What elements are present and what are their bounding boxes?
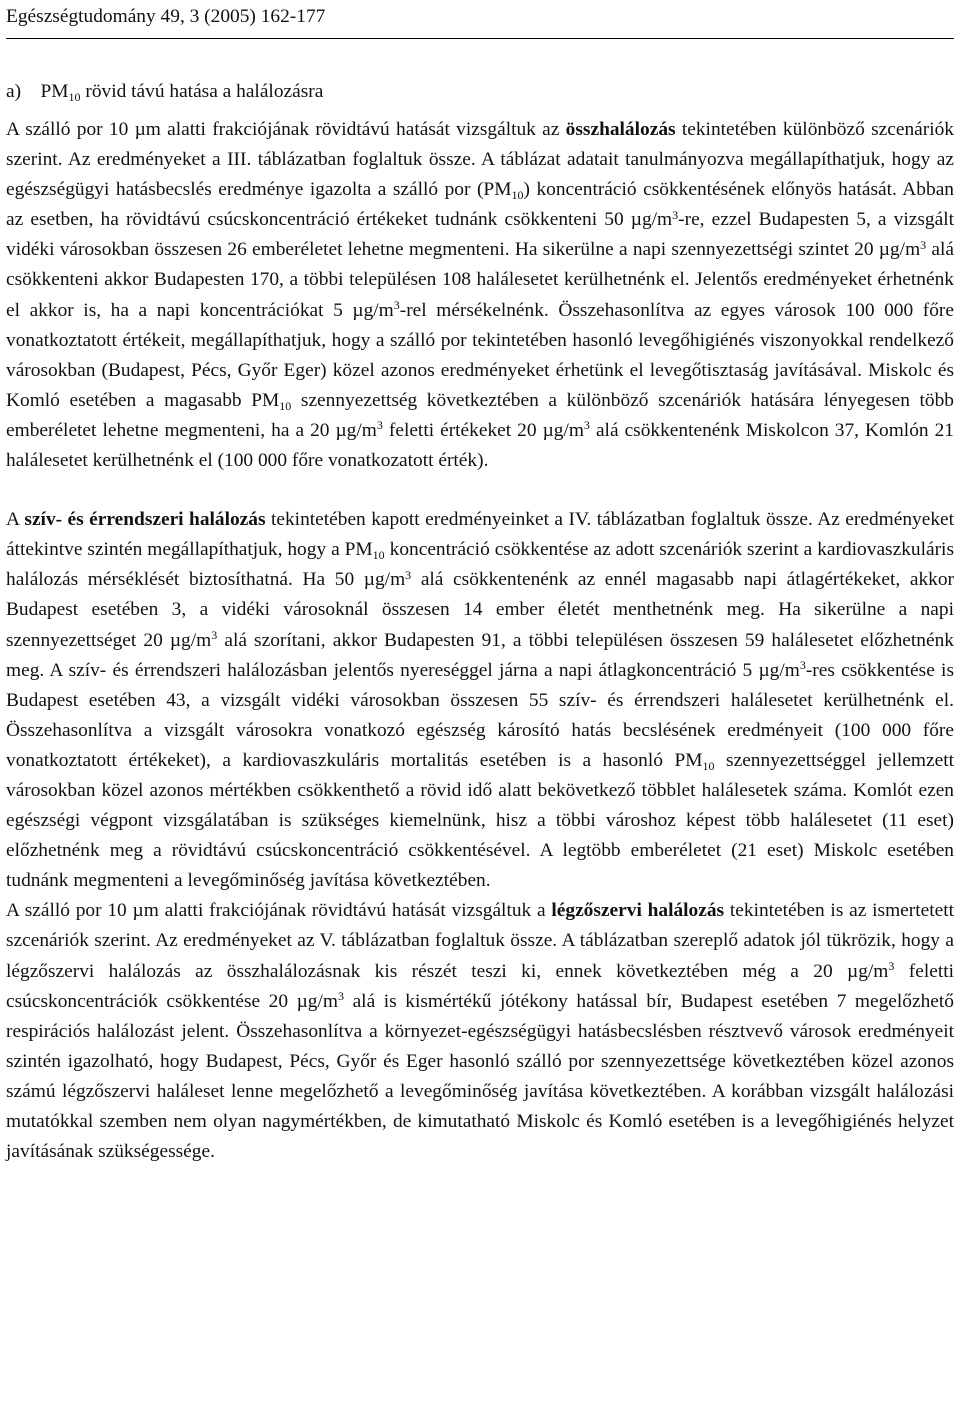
p3-text-4: alá is kismértékű jótékony hatással bír, Budapest esetében 7 megelőzhető respirációs halálozást jelent. Összehasonlítva a környezet-egészségügyi hatásbecslésben résztvevő városok eredményeit szintén igazolható, hogy Budapest, Pécs, Győr és Eger hasonló szálló por szennyezettsége következtében közel azonos számú légzőszervi haláleset lenne megelőzhető a levegőminőség javítása következtében. A korábban vizsgált halálozási mutatókkal szemben nem olyan nagymértékben, de kimutatható Miskolc és Komló esetében is a levegőhigiénés helyzet javításának szükségessége. [6, 990, 954, 1163]
p1-bold-term: összhalálozás [565, 119, 676, 140]
p2-text-1: A [6, 509, 25, 531]
p1-text-2: tekintetében különböző szcenáriók szerint. Az eredményeket a III. táblázatban foglaltuk össze. A táblázat adatait tanulmányozva megállapíthatjuk, hogy az egészségügyi hatásbecslés eredménye igazolta a szálló por (PM [6, 119, 954, 201]
p1-text-1: A szálló por 10 µm alatti frakciójának rövidtávú hatását vizsgáltuk az [6, 119, 566, 140]
p1-sup-2: 3 [920, 237, 927, 252]
p2-text-4: alá csökkentenénk az ennél magasabb napi átlagértékeket, akkor Budapest esetében 3, a vidéki városoknál összesen 14 ember életét menthetnénk meg. Ha sikerülne a napi szennyezettséget 20 µg/m [6, 569, 954, 651]
p2-text-6: -res csökkentése is Budapest esetében 43, a vizsgált vidéki városokban összesen 55 szív- és érrendszeri halálesetet kerülhetnénk el. Összehasonlítva a vizsgált városokra vonatkozó egészség károsító hatás becslésének eredményeit (100 000 főre vonatkoztatott értékeket), a kardiovaszkuláris mortalitás esetében is a hasonló PM [6, 659, 954, 771]
section-label: a) [6, 81, 22, 102]
p2-text-3: koncentráció csökkentése az adott szcenáriók szerint a kardiovaszkuláris halálozás mérséklését biztosíthatná. Ha 50 µg/m [6, 539, 954, 591]
running-header: Egészségtudomány 49, 3 (2005) 162-177 [6, 6, 326, 27]
p1-text-5: alá csökkenteni akkor Budapesten 170, a többi településen 108 halálesetet kerülhetnénk el. Jelentős eredményeket érhetnénk el akkor is, ha a napi koncentrációkat 5 µg/m [6, 239, 955, 321]
paragraph-total-mortality [6, 115, 954, 476]
p2-text-2: tekintetében kapott eredményeinket a IV. táblázatban foglaltuk össze. Az eredményeket áttekintve szintén megállapíthatjuk, hogy a PM [6, 509, 955, 561]
p1-text-3: ) koncentráció csökkentésének előnyös hatását. Abban az esetben, ha rövidtávú csúcskoncentráció értékeket tudnánk csökkenteni 50 µg/m [6, 179, 954, 231]
section-title-rest: rövid távú hatása a halálozásra [85, 81, 324, 102]
p1-sup-4: 3 [376, 418, 383, 433]
paragraph-respiratory-mortality [6, 896, 954, 1167]
p3-text-1: A szálló por 10 µm alatti frakciójának rövidtávú hatását vizsgáltuk a [6, 900, 552, 922]
p1-text-9: alá csökkentenénk Miskolcon 37, Komlón 21 halálesetet kerülhetnénk el (100 000 főre vonatkozatott érték). [6, 419, 954, 472]
p1-text-4: -re, ezzel Budapesten 5, a vizsgált vidéki városokban összesen 26 emberéletet lehetne megmenteni. Ha sikerülne a napi szennyezettségi szintet 20 µg/m [6, 209, 954, 261]
p2-sup-2: 3 [211, 627, 218, 642]
p2-bold-term: szív- és érrendszeri halálozás [24, 509, 266, 531]
section-heading [6, 77, 954, 107]
p2-sub-2: 10 [702, 758, 715, 773]
p1-sup-1: 3 [672, 207, 679, 222]
p2-text-5: alá szorítani, akkor Budapesten 91, a többi településen összesen 59 halálesetet előzhetnénk meg. A szív- és érrendszeri halálozásban jelentős nyereséggel járna a napi átlagkoncentráció 5 µg/m [6, 629, 954, 681]
p1-sup-5: 3 [583, 418, 590, 433]
section-title-subscript: 10 [68, 89, 81, 104]
p1-text-8: feletti értékeket 20 µg/m [382, 419, 584, 441]
p2-sup-3: 3 [799, 657, 806, 672]
p1-sub-1: 10 [511, 188, 524, 203]
p3-text-3: feletti csúcskoncentrációk csökkentése 20 µg/m [6, 960, 954, 1012]
p3-bold-term: légzőszervi halálozás [551, 900, 725, 922]
p2-sub-1: 10 [372, 548, 385, 563]
p2-text-7: szennyezettséggel jellemzett városokban közel azonos mértékben csökkenthető a rövid idő alatt bekövetkező többlet halálesetek száma. Komlót ezen egészségi végpont vizsgálatában is szükséges kiemelnünk, hisz a többi városhoz képest több halálesetet (11 eset) előzhetnénk meg a rövidtávú csúcskoncentráció csökkentésével. A legtöbb emberéletet (21 eset) Miskolc esetében tudnánk megmenteni a levegőminőség javítása következtében. [6, 749, 954, 892]
p1-text-6: -rel mérsékelnénk. Összehasonlítva az egyes városok 100 000 főre vonatkoztatott értékeit, megállapíthatjuk, hogy a szálló por tekintetében hasonló levegőhigiénés viszonyokkal rendelkező városokban (Budapest, Pécs, Győr Eger) közel azonos eredményeket érhetünk el levegőtisztaság javításával. Miskolc és Komló esetében a magasabb PM [6, 299, 954, 411]
p1-sub-2: 10 [279, 398, 292, 413]
p2-sup-1: 3 [405, 567, 412, 582]
p3-sup-1: 3 [888, 958, 895, 973]
section-title-pm: PM [40, 81, 69, 102]
p1-sup-3: 3 [393, 297, 400, 312]
p3-sup-2: 3 [337, 989, 344, 1004]
p1-text-7: szennyezettség következtében a különböző szcenáriók hatására lényegesen több emberéletet lehetne megmenteni, ha a 20 µg/m [6, 389, 955, 441]
p3-text-2: tekintetében is az ismertetett szcenáriók szerint. Az eredményeket az V. táblázatban foglaltuk össze. A táblázatban szereplő adatok jól tükrözik, hogy a légzőszervi halálozás az összhalálozásnak kis részét teszi ki, ennek következtében még a 20 µg/m [6, 900, 954, 982]
paragraph-cardiovascular-mortality [6, 505, 954, 896]
header-rule [6, 38, 954, 39]
